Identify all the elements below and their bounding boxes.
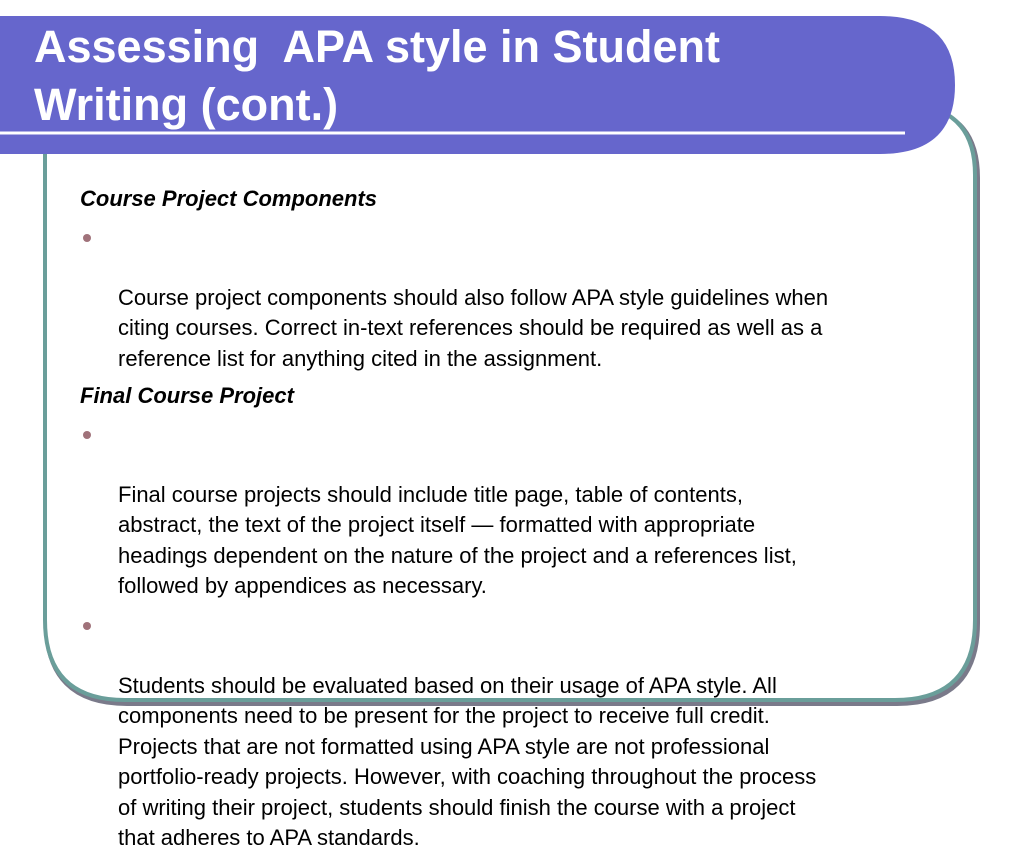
section-heading: Course Project Components [80,186,378,211]
slide-title: Assessing APA style in Student Writing (cont.) [34,21,720,130]
bullet-list [80,419,960,854]
section-course-project-components [80,184,960,374]
bullet-list [80,222,960,375]
section-heading: Final Course Project [80,383,294,408]
bullet-item [80,419,960,602]
bullet-text: Students should be evaluated based on their usage of APA style. All components need to be present for the project to receive full credit. Projects that are not formatted using APA style are not professional portfolio-ready projects. However, with coaching throughout the process of writing their project, students should finish the course with a project that adheres to APA standards. [118,672,817,850]
bullet-item [80,222,960,375]
bullet-item [80,610,960,854]
bullet-dot-icon [83,234,91,242]
slide-content [80,184,960,861]
section-final-course-project [80,381,960,854]
bullet-dot-icon [83,622,91,630]
bullet-text: Final course projects should include title page, table of contents, abstract, the text of the project itself — formatted with appropriate headings dependent on the nature of the project and a references list, followed by appendices as necessary. [118,481,797,598]
bullet-dot-icon [83,431,91,439]
bullet-text: Course project components should also follow APA style guidelines when citing courses. Correct in-text references should be required as well as a reference list for anything cited in the assignment. [118,284,829,371]
